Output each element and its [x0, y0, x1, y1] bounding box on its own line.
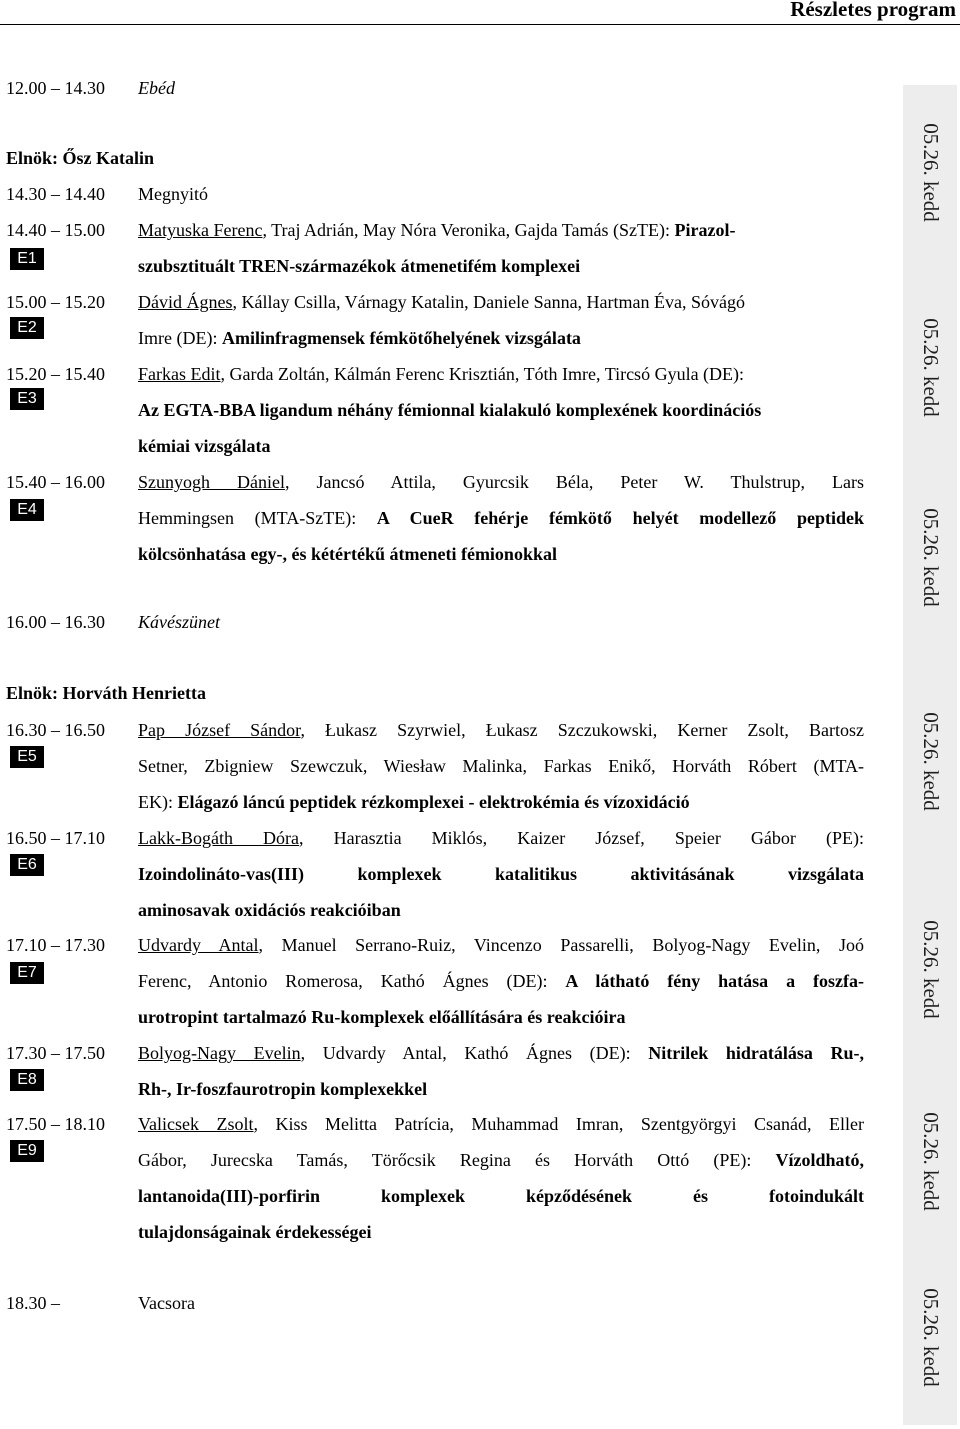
- time-slot: 14.40 – 15.00: [6, 220, 105, 240]
- talk-title: kémiai vizsgálata: [138, 436, 271, 456]
- talk-title: Elágazó láncú peptidek rézkomplexei - elektrokémia és vízoxidáció: [177, 792, 690, 812]
- talk-title: tulajdonságainak érdekességei: [138, 1222, 372, 1242]
- coauthors: , Jancsó Attila, Gyurcsik Béla, Peter W. Thulstrup, Lars: [284, 472, 864, 492]
- presenter: Szunyogh Dániel: [138, 472, 285, 492]
- presenter: Farkas Edit: [138, 364, 221, 384]
- talk-title: lantanoida(III)-porfirin komplexek képződésének és fotoindukált: [138, 1186, 864, 1206]
- date-label: 05.26. kedd: [918, 122, 943, 222]
- time-slot: 14.30 – 14.40: [6, 184, 105, 204]
- talk-code-badge: E8: [10, 1069, 44, 1091]
- page-header: [0, 0, 960, 25]
- coauthors: , Udvardy Antal, Kathó Ágnes (DE):: [300, 1043, 649, 1063]
- talk-code-badge: E9: [10, 1140, 44, 1162]
- time-slot: 17.50 – 18.10: [6, 1114, 105, 1134]
- time-slot: 16.50 – 17.10: [6, 828, 105, 848]
- coauthors: Imre (DE):: [138, 328, 222, 348]
- talk-code-badge: E1: [10, 248, 44, 270]
- date-label: 05.26. kedd: [918, 507, 943, 607]
- talk-title: Amilinfragmensek fémkötőhelyének vizsgálata: [221, 328, 581, 348]
- time-slot: 18.30 –: [6, 1293, 60, 1313]
- time-slot: 16.00 – 16.30: [6, 612, 105, 632]
- talk-title: Rh-, Ir-foszfaurotropin komplexekkel: [138, 1079, 428, 1099]
- coauthors: , Harasztia Miklós, Kaizer József, Speier Gábor (PE):: [299, 828, 864, 848]
- presenter: Pap József Sándor: [138, 720, 301, 740]
- talk-code-badge: E5: [10, 746, 44, 768]
- talk-title: urotropint tartalmazó Ru-komplexek előállítására és reakcióira: [138, 1007, 626, 1027]
- time-slot: 15.00 – 15.20: [6, 292, 105, 312]
- presenter: Dávid Ágnes: [138, 292, 233, 312]
- talk-title: kölcsönhatása egy-, és kétértékű átmeneti fémionokkal: [138, 544, 557, 564]
- talk-title: aminosavak oxidációs reakcióiban: [138, 900, 401, 920]
- talk-title: Nitrilek hidratálása Ru-,: [648, 1043, 864, 1063]
- coauthors: , Manuel Serrano-Ruiz, Vincenzo Passarelli, Bolyog-Nagy Evelin, Joó: [258, 935, 864, 955]
- coauthors: , Garda Zoltán, Kálmán Ferenc Krisztián, Tóth Imre, Tircsó Gyula (DE):: [220, 364, 745, 384]
- session-chair: Elnök: Ősz Katalin: [6, 148, 155, 168]
- coauthors: , Traj Adrián, May Nóra Veronika, Gajda Tamás (SzTE):: [262, 220, 675, 240]
- coauthors: , Łukasz Szyrwiel, Łukasz Szczukowski, Kerner Zsolt, Bartosz: [300, 720, 864, 740]
- break-label: Kávészünet: [138, 612, 220, 632]
- break-label: Ebéd: [138, 78, 175, 98]
- date-label: 05.26. kedd: [918, 919, 943, 1019]
- break-label: Megnyitó: [138, 184, 208, 204]
- talk-title: Az EGTA-BBA ligandum néhány fémionnal kialakuló komplexének koordinációs: [138, 400, 762, 420]
- time-slot: 16.30 – 16.50: [6, 720, 105, 740]
- time-slot: 12.00 – 14.30: [6, 78, 105, 98]
- date-label: 05.26. kedd: [918, 1287, 943, 1387]
- talk-code-badge: E2: [10, 317, 44, 339]
- talk-title: A CueR fehérje fémkötő helyét modellező peptidek: [376, 508, 864, 528]
- date-label: 05.26. kedd: [918, 1111, 943, 1211]
- date-label: 05.26. kedd: [918, 317, 943, 417]
- talk-title: Pirazol-: [674, 220, 736, 240]
- time-slot: 15.40 – 16.00: [6, 472, 105, 492]
- coauthors: , Kiss Melitta Patrícia, Muhammad Imran, Szentgyörgyi Csanád, Eller: [253, 1114, 864, 1134]
- date-label: 05.26. kedd: [918, 711, 943, 811]
- talk-code-badge: E7: [10, 962, 44, 984]
- coauthors: Gábor, Jurecska Tamás, Törőcsik Regina és Horváth Ottó (PE):: [138, 1150, 776, 1170]
- time-slot: 17.10 – 17.30: [6, 935, 105, 955]
- time-slot: 15.20 – 15.40: [6, 364, 105, 384]
- page-title: Részletes program: [790, 0, 956, 21]
- presenter: Bolyog-Nagy Evelin: [138, 1043, 301, 1063]
- talk-title: szubsztituált TREN-származékok átmenetifém komplexei: [138, 256, 581, 276]
- session-chair: Elnök: Horváth Henrietta: [6, 683, 206, 703]
- coauthors: EK):: [138, 792, 178, 812]
- presenter: Udvardy Antal: [138, 935, 259, 955]
- presenter: Lakk-Bogáth Dóra: [138, 828, 300, 848]
- talk-code-badge: E3: [10, 388, 44, 410]
- talk-title: Vízoldható,: [775, 1150, 864, 1170]
- coauthors: Ferenc, Antonio Romerosa, Kathó Ágnes (DE):: [138, 971, 566, 991]
- coauthors: Hemmingsen (MTA-SzTE):: [138, 508, 377, 528]
- time-slot: 17.30 – 17.50: [6, 1043, 105, 1063]
- coauthors: Setner, Zbigniew Szewczuk, Wiesław Malinka, Farkas Enikő, Horváth Róbert (MTA-: [138, 756, 864, 776]
- break-label: Vacsora: [138, 1293, 195, 1313]
- presenter: Valicsek Zsolt: [138, 1114, 254, 1134]
- talk-code-badge: E4: [10, 499, 44, 521]
- talk-title: Izoindolináto-vas(III) komplexek katalitikus aktivitásának vizsgálata: [138, 864, 864, 884]
- talk-code-badge: E6: [10, 854, 44, 876]
- coauthors: , Kállay Csilla, Várnagy Katalin, Daniele Sanna, Hartman Éva, Sóvágó: [232, 292, 746, 312]
- talk-title: A látható fény hatása a foszfa-: [565, 971, 864, 991]
- presenter: Matyuska Ferenc: [138, 220, 263, 240]
